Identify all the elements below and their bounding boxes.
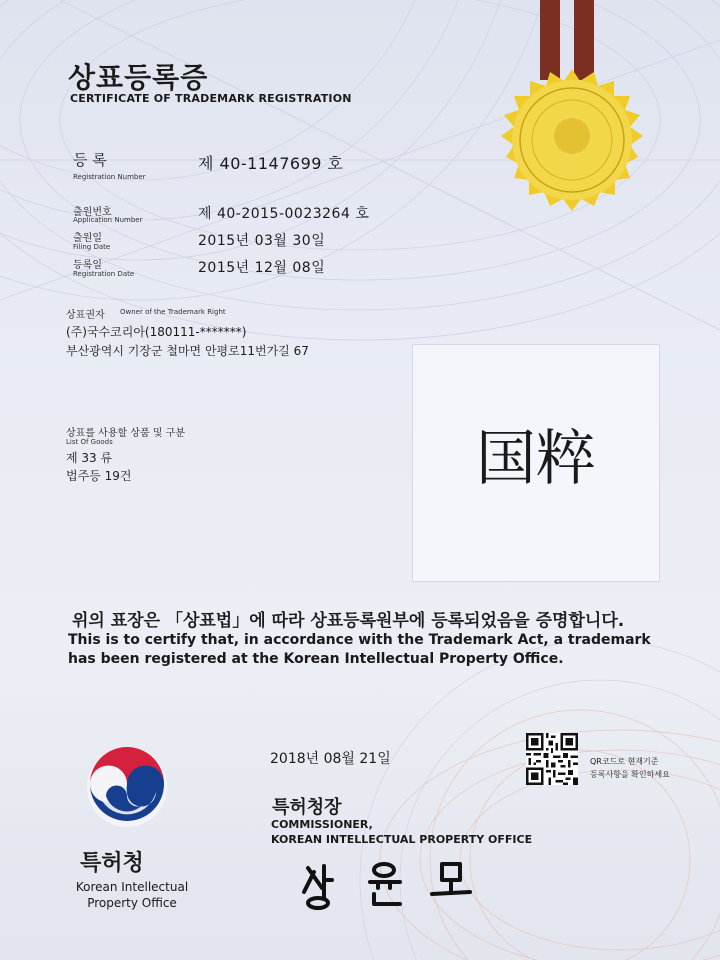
commissioner-title-english-line1: COMMISSIONER, <box>271 818 373 831</box>
registration-label-korean: 등 록 <box>73 151 107 169</box>
issue-date: 2018년 08월 21일 <box>270 751 391 767</box>
goods-items: 법주등 19건 <box>66 469 132 483</box>
application-label-english: Application Number <box>73 216 143 224</box>
owner-address: 부산광역시 기장군 철마면 안평로11번가길 67 <box>66 344 309 358</box>
filing-label-korean: 출원일 <box>73 233 102 244</box>
kipo-name-korean: 특허청 <box>80 851 144 876</box>
qr-instruction-line1: QR코드로 현재기준 <box>590 757 659 766</box>
application-label-korean: 출원번호 <box>73 207 112 218</box>
filing-label-english: Filing Date <box>73 243 111 251</box>
certification-statement-english-line1: This is to certify that, in accordance with the Trademark Act, a trademark <box>68 632 651 648</box>
qr-code-icon <box>526 733 578 785</box>
certificate-title-english: CERTIFICATE OF TRADEMARK REGISTRATION <box>70 92 352 105</box>
filing-date: 2015년 03월 30일 <box>198 233 326 249</box>
trademark-text: 国粹 <box>476 424 596 494</box>
registration-number: 제 40-1147699 호 <box>198 154 344 173</box>
kipo-name-english-line2: Property Office <box>87 896 177 910</box>
commissioner-title-korean: 특허청장 <box>272 797 342 818</box>
owner-label-english: Owner of the Trademark Right <box>120 308 226 316</box>
owner-name: (주)국수코리아(180111-*******) <box>66 325 247 339</box>
certification-statement-korean: 위의 표장은 「상표법」에 따라 상표등록원부에 등록되었음을 증명합니다. <box>72 611 625 631</box>
qr-instruction-line2: 등록사항을 확인하세요 <box>590 770 670 779</box>
registration-date-label-english: Registration Date <box>73 270 135 278</box>
registration-date-label-korean: 등록일 <box>73 260 102 271</box>
trademark-image-box <box>412 344 660 582</box>
registration-date: 2015년 12월 08일 <box>198 260 326 276</box>
kipo-name-english-line1: Korean Intellectual <box>75 880 189 894</box>
commissioner-signature <box>300 858 480 912</box>
kipo-taegeuk-logo-icon <box>84 744 170 830</box>
certification-statement-english-line2: has been registered at the Korean Intellectual Property Office. <box>68 651 564 667</box>
owner-label-korean: 상표권자 <box>66 310 105 321</box>
application-number: 제 40-2015-0023264 호 <box>198 206 370 222</box>
goods-label-english: List Of Goods <box>66 438 113 446</box>
certificate-title-korean: 상표등록증 <box>68 61 209 94</box>
registration-label-english: Registration Number <box>73 173 146 181</box>
goods-class: 제 33 류 <box>66 451 113 465</box>
commissioner-title-english-line2: KOREAN INTELLECTUAL PROPERTY OFFICE <box>271 833 533 846</box>
goods-label-korean: 상표를 사용할 상품 및 구분 <box>66 428 185 439</box>
gold-seal <box>484 52 660 228</box>
